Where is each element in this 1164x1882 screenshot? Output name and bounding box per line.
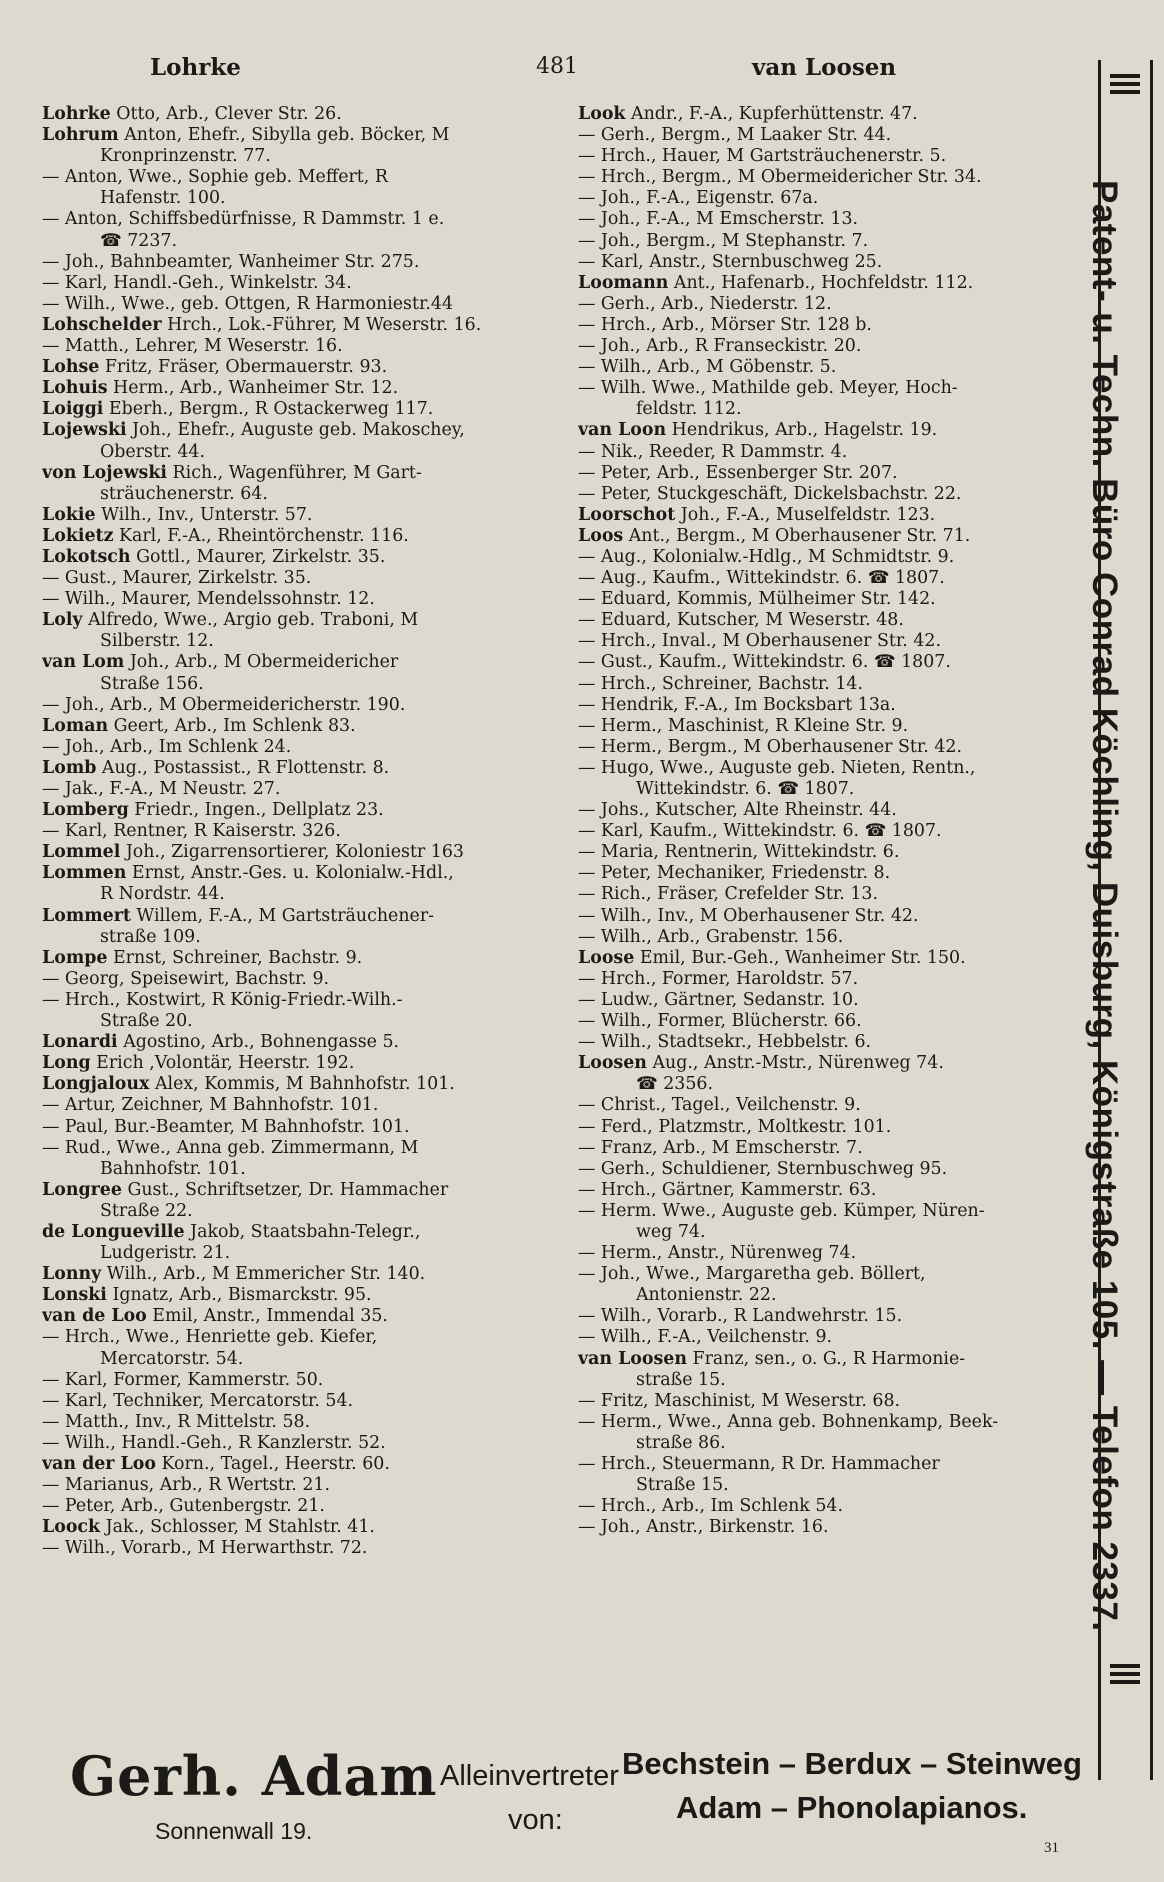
left-entry: — Georg, Speisewirt, Bachstr. 9. <box>42 968 330 989</box>
right-entry: — Joh., Wwe., Margaretha geb. Böllert, <box>578 1264 926 1285</box>
right-entry: ☎ 2356. <box>636 1074 713 1095</box>
right-entry: — Wilh., Inv., M Oberhausener Str. 42. <box>578 905 919 926</box>
right-entry: — Gerh., Bergm., M Laaker Str. 44. <box>578 125 892 146</box>
left-entry: — Wilh., Maurer, Mendelssohnstr. 12. <box>42 589 375 610</box>
right-entry: — Peter, Stuckgeschäft, Dickelsbachstr. 22. <box>578 483 962 504</box>
right-entry: — Gerh., Schuldiener, Sternbuschweg 95. <box>578 1158 948 1179</box>
right-entry: — Christ., Tagel., Veilchenstr. 9. <box>578 1095 861 1116</box>
left-entry: — Peter, Arb., Gutenbergstr. 21. <box>42 1496 325 1517</box>
right-entry: — Hrch., Gärtner, Kammerstr. 63. <box>578 1179 877 1200</box>
left-entry: Hafenstr. 100. <box>100 188 226 209</box>
left-entry: — Wilh., Vorarb., M Herwarthstr. 72. <box>42 1538 368 1559</box>
right-entry: — Hrch., Arb., Mörser Str. 128 b. <box>578 314 872 335</box>
left-entry: Lojewski Joh., Ehefr., Auguste geb. Makoschey, <box>42 420 465 441</box>
left-entry: — Karl, Former, Kammerstr. 50. <box>42 1369 324 1390</box>
left-entry: — Karl, Techniker, Mercatorstr. 54. <box>42 1390 354 1411</box>
left-entry: — Wilh., Wwe., geb. Ottgen, R Harmoniestr.44 <box>42 293 454 314</box>
header-right: van Loosen <box>752 54 897 81</box>
right-entry: Look Andr., F.-A., Kupferhüttenstr. 47. <box>578 104 918 124</box>
right-entry: — Rich., Fräser, Crefelder Str. 13. <box>578 884 879 905</box>
right-entry: — Gust., Kaufm., Wittekindstr. 6. ☎ 1807. <box>578 652 951 673</box>
right-entry: — Fritz, Maschinist, M Weserstr. 68. <box>578 1390 901 1411</box>
left-entry: Lommel Joh., Zigarrensortierer, Koloniestr 163 <box>42 842 464 863</box>
right-entry: — Wilh., Stadtsekr., Hebbelstr. 6. <box>578 1032 872 1053</box>
left-entry: von Lojewski Rich., Wagenführer, M Gart- <box>42 462 422 483</box>
right-entry: — Joh., F.-A., M Emscherstr. 13. <box>578 209 859 230</box>
right-entry: — Hrch., Arb., Im Schlenk 54. <box>578 1496 844 1517</box>
footer-street: Sonnenwall 19. <box>155 1818 313 1844</box>
sidebar-ornament-bottom <box>1110 1660 1140 1688</box>
left-entry: Straße 22. <box>100 1200 193 1221</box>
left-entry: Lomberg Friedr., Ingen., Dellplatz 23. <box>42 800 384 821</box>
right-entry: — Hrch., Hauer, M Gartsträuchenerstr. 5. <box>578 146 947 167</box>
right-entry: — Joh., Bergm., M Stephanstr. 7. <box>578 230 869 251</box>
left-entry: R Nordstr. 44. <box>100 884 225 905</box>
left-entry: Lohrke Otto, Arb., Clever Str. 26. <box>42 104 342 124</box>
right-entry: — Herm. Wwe., Auguste geb. Kümper, Nüren- <box>578 1200 985 1221</box>
right-entry: — Johs., Kutscher, Alte Rheinstr. 44. <box>578 800 897 821</box>
left-entry: Lohrum Anton, Ehefr., Sibylla geb. Böcker, M <box>42 125 450 146</box>
left-entry: — Jak., F.-A., M Neustr. 27. <box>42 779 281 799</box>
right-entry: — Aug., Kolonialw.-Hdlg., M Schmidtstr. 9. <box>578 546 955 567</box>
right-entry: — Eduard, Kutscher, M Weserstr. 48. <box>578 610 904 631</box>
right-entry: Loomann Ant., Hafenarb., Hochfeldstr. 112. <box>578 272 974 293</box>
right-entry: — Karl, Kaufm., Wittekindstr. 6. ☎ 1807. <box>578 821 942 842</box>
footer-brand: Gerh. Adam <box>70 1744 438 1808</box>
right-entry: Wittekindstr. 6. ☎ 1807. <box>636 779 855 799</box>
left-entry: Loock Jak., Schlosser, M Stahlstr. 41. <box>42 1517 375 1538</box>
left-entry: Straße 156. <box>100 673 204 694</box>
left-entry: straße 109. <box>100 926 201 947</box>
left-entry: Lohschelder Hrch., Lok.-Führer, M Weserstr. 16. <box>42 314 482 335</box>
right-entry: — Joh., F.-A., Eigenstr. 67a. <box>578 188 819 209</box>
right-entry: Loorschot Joh., F.-A., Muselfeldstr. 123. <box>578 504 936 525</box>
left-entry: Loman Geert, Arb., Im Schlenk 83. <box>42 715 356 736</box>
left-entry: — Joh., Arb., Im Schlenk 24. <box>42 736 292 757</box>
footer-brands-line1: Bechstein – Berdux – Steinweg <box>622 1746 1082 1781</box>
right-entry: feldstr. 112. <box>636 399 742 420</box>
left-entry: Ludgeristr. 21. <box>100 1243 231 1264</box>
right-entry: — Peter, Arb., Essenberger Str. 207. <box>578 462 898 483</box>
left-entry: — Joh., Bahnbeamter, Wanheimer Str. 275. <box>42 251 420 272</box>
left-entry: de Longueville Jakob, Staatsbahn-Telegr., <box>42 1221 421 1242</box>
left-entry: — Marianus, Arb., R Wertstr. 21. <box>42 1475 331 1496</box>
left-entry: Longree Gust., Schriftsetzer, Dr. Hammacher <box>42 1179 449 1200</box>
right-entry: weg 74. <box>636 1221 706 1242</box>
left-entry: Straße 20. <box>100 1011 193 1032</box>
left-entry: Oberstr. 44. <box>100 441 206 462</box>
right-entry: — Herm., Bergm., M Oberhausener Str. 42. <box>578 736 963 757</box>
left-entry: sträuchenerstr. 64. <box>100 483 268 504</box>
right-column <box>578 104 1083 1538</box>
right-entry: — Herm., Wwe., Anna geb. Bohnenkamp, Beek- <box>578 1411 999 1432</box>
right-entry: straße 86. <box>636 1432 726 1453</box>
right-entry: — Hugo, Wwe., Auguste geb. Nieten, Rentn., <box>578 757 976 778</box>
right-entry: — Ludw., Gärtner, Sedanstr. 10. <box>578 989 859 1010</box>
right-entry: Loosen Aug., Anstr.-Mstr., Nürenweg 74. <box>578 1053 944 1074</box>
footer-rep-line2: von: <box>508 1804 563 1836</box>
left-entry: Lonny Wilh., Arb., M Emmericher Str. 140. <box>42 1264 426 1285</box>
right-entry: — Peter, Mechaniker, Friedenstr. 8. <box>578 863 891 884</box>
right-entry: — Eduard, Kommis, Mülheimer Str. 142. <box>578 589 936 610</box>
right-entry: Loos Ant., Bergm., M Oberhausener Str. 71. <box>578 525 971 546</box>
left-entry: — Karl, Handl.-Geh., Winkelstr. 34. <box>42 272 352 293</box>
right-entry: — Hrch., Schreiner, Bachstr. 14. <box>578 673 864 694</box>
left-entry: Lohse Fritz, Fräser, Obermauerstr. 93. <box>42 357 388 378</box>
footer-brands-line2: Adam – Phonolapianos. <box>676 1790 1028 1825</box>
left-entry: — Anton, Schiffsbedürfnisse, R Dammstr. 1 e. <box>42 209 445 230</box>
right-entry: — Herm., Anstr., Nürenweg 74. <box>578 1243 857 1264</box>
right-entry: — Nik., Reeder, R Dammstr. 4. <box>578 441 848 462</box>
left-entry: van der Loo Korn., Tagel., Heerstr. 60. <box>42 1454 390 1474</box>
left-entry: — Artur, Zeichner, M Bahnhofstr. 101. <box>42 1095 379 1116</box>
right-entry: — Wilh., Arb., Grabenstr. 156. <box>578 926 844 947</box>
sidebar-ornament-top <box>1110 70 1140 98</box>
right-entry: — Wilh., Former, Blücherstr. 66. <box>578 1011 862 1032</box>
right-entry: — Ferd., Platzmstr., Moltkestr. 101. <box>578 1116 892 1137</box>
right-entry: — Hrch., Inval., M Oberhausener Str. 42. <box>578 631 941 652</box>
right-entry: — Wilh., F.-A., Veilchenstr. 9. <box>578 1327 833 1348</box>
left-column <box>42 104 562 1559</box>
sidebar-advert: Patent- u. Techn. Büro Conrad Köchling, Duisburg, Königstraße 105. — Telefon 2337. <box>1085 180 1124 1632</box>
left-entry: Longjaloux Alex, Kommis, M Bahnhofstr. 101. <box>42 1074 455 1095</box>
left-entry: — Rud., Wwe., Anna geb. Zimmermann, M <box>42 1137 419 1158</box>
left-entry: Lokie Wilh., Inv., Unterstr. 57. <box>42 504 313 525</box>
right-entry: — Hrch., Former, Haroldstr. 57. <box>578 968 859 989</box>
right-entry: — Hendrik, F.-A., Im Bocksbart 13a. <box>578 694 896 715</box>
left-entry: Bahnhofstr. 101. <box>100 1158 246 1179</box>
right-entry: Antonienstr. 22. <box>636 1285 777 1306</box>
left-entry: — Wilh., Handl.-Geh., R Kanzlerstr. 52. <box>42 1432 386 1453</box>
right-entry: — Franz, Arb., M Emscherstr. 7. <box>578 1137 863 1158</box>
left-entry: Lonski Ignatz, Arb., Bismarckstr. 95. <box>42 1285 372 1306</box>
left-entry: Lommert Willem, F.-A., M Gartsträuchener- <box>42 905 435 926</box>
right-entry: — Aug., Kaufm., Wittekindstr. 6. ☎ 1807. <box>578 568 945 589</box>
bottom-page-number: 31 <box>1044 1840 1059 1856</box>
left-entry: Kronprinzenstr. 77. <box>100 146 271 167</box>
right-entry: — Hrch., Steuermann, R Dr. Hammacher <box>578 1454 940 1474</box>
left-entry: Silberstr. 12. <box>100 631 214 652</box>
right-entry: — Joh., Anstr., Birkenstr. 16. <box>578 1517 829 1538</box>
left-entry: — Matth., Inv., R Mittelstr. 58. <box>42 1411 311 1432</box>
left-entry: — Gust., Maurer, Zirkelstr. 35. <box>42 568 312 589</box>
header-page-number: 481 <box>536 54 578 79</box>
left-entry: Mercatorstr. 54. <box>100 1348 244 1369</box>
left-entry: Lompe Ernst, Schreiner, Bachstr. 9. <box>42 947 363 968</box>
footer-advert <box>0 1740 1164 1850</box>
right-entry: van Loosen Franz, sen., o. G., R Harmonie- <box>578 1348 966 1369</box>
left-entry: Lokotsch Gottl., Maurer, Zirkelstr. 35. <box>42 546 386 567</box>
left-entry: Lonardi Agostino, Arb., Bohnengasse 5. <box>42 1032 400 1053</box>
left-entry: Lomb Aug., Postassist., R Flottenstr. 8. <box>42 757 390 778</box>
left-entry: — Paul, Bur.-Beamter, M Bahnhofstr. 101. <box>42 1116 410 1137</box>
left-entry: Loly Alfredo, Wwe., Argio geb. Traboni, M <box>42 610 419 631</box>
left-entry: Lokietz Karl, F.-A., Rheintörchenstr. 116. <box>42 525 409 546</box>
header-left: Lohrke <box>150 54 241 81</box>
footer-rep-line1: Alleinvertreter <box>440 1760 619 1792</box>
left-entry: Loiggi Eberh., Bergm., R Ostackerweg 117. <box>42 399 434 420</box>
right-entry: — Gerh., Arb., Niederstr. 12. <box>578 293 832 314</box>
right-entry: Loose Emil, Bur.-Geh., Wanheimer Str. 150. <box>578 947 966 968</box>
left-entry: — Karl, Rentner, R Kaiserstr. 326. <box>42 821 341 842</box>
right-entry: Straße 15. <box>636 1475 729 1496</box>
sidebar-rule-right <box>1150 60 1153 1780</box>
right-entry: van Loon Hendrikus, Arb., Hagelstr. 19. <box>578 420 938 441</box>
right-entry: — Herm., Maschinist, R Kleine Str. 9. <box>578 715 909 736</box>
left-entry: van de Loo Emil, Anstr., Immendal 35. <box>42 1306 388 1327</box>
right-entry: — Hrch., Bergm., M Obermeidericher Str. 34. <box>578 167 982 188</box>
right-entry: — Joh., Arb., R Franseckistr. 20. <box>578 336 862 357</box>
left-entry: ☎ 7237. <box>100 230 177 251</box>
left-entry: — Hrch., Wwe., Henriette geb. Kiefer, <box>42 1327 378 1348</box>
right-entry: straße 15. <box>636 1369 726 1390</box>
left-entry: van Lom Joh., Arb., M Obermeidericher <box>42 652 399 673</box>
left-entry: — Hrch., Kostwirt, R König-Friedr.-Wilh.- <box>42 989 403 1010</box>
left-entry: — Joh., Arb., M Obermeidericherstr. 190. <box>42 694 406 715</box>
right-entry: — Wilh., Vorarb., R Landwehrstr. 15. <box>578 1306 903 1327</box>
right-entry: — Maria, Rentnerin, Wittekindstr. 6. <box>578 842 900 863</box>
left-entry: — Matth., Lehrer, M Weserstr. 16. <box>42 336 343 357</box>
left-entry: Lohuis Herm., Arb., Wanheimer Str. 12. <box>42 378 399 399</box>
right-entry: — Wilh., Arb., M Göbenstr. 5. <box>578 357 837 378</box>
left-entry: Lommen Ernst, Anstr.-Ges. u. Kolonialw.-Hdl., <box>42 863 454 884</box>
left-entry: Long Erich ,Volontär, Heerstr. 192. <box>42 1053 355 1074</box>
right-entry: — Karl, Anstr., Sternbuschweg 25. <box>578 251 883 272</box>
left-entry: — Anton, Wwe., Sophie geb. Meffert, R <box>42 167 388 188</box>
right-entry: — Wilh. Wwe., Mathilde geb. Meyer, Hoch- <box>578 378 958 399</box>
